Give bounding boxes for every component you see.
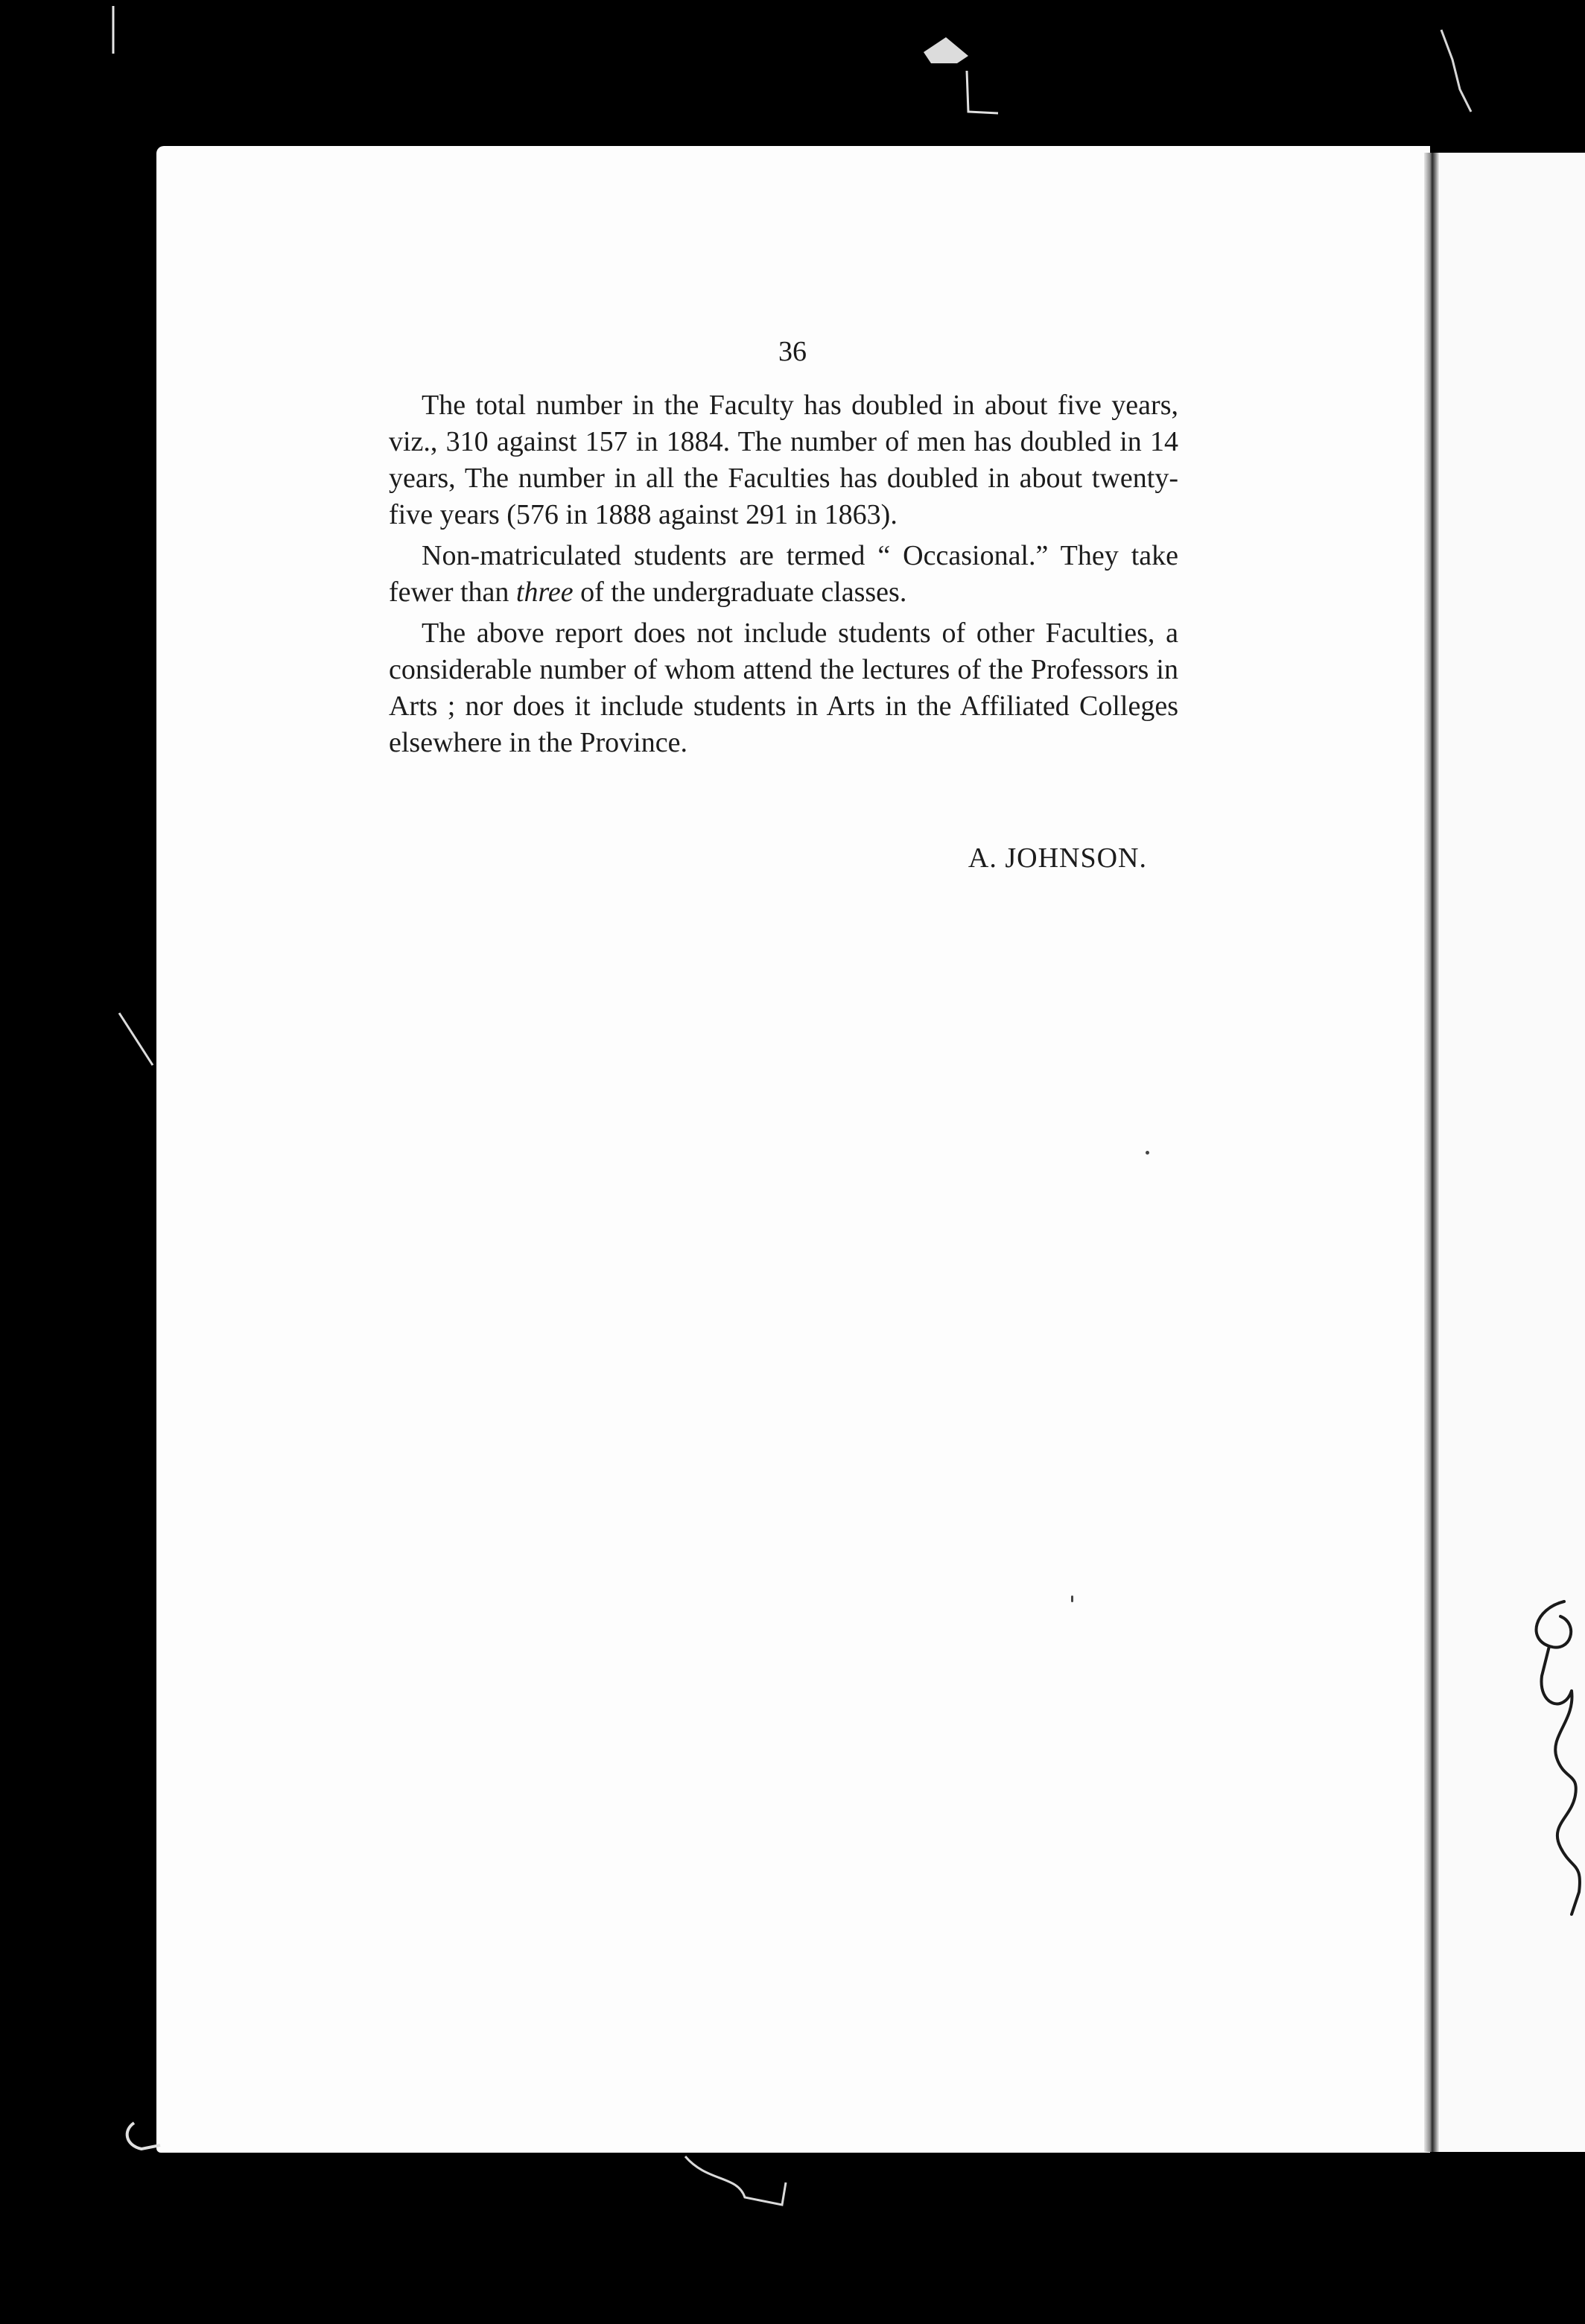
paragraph-occasional-students: Non-matriculated students are termed “ Occasional.” They take fewer than three of the undergraduate classes. bbox=[389, 540, 1178, 608]
handwritten-signature bbox=[1519, 1594, 1585, 1922]
page-number: 36 bbox=[778, 336, 807, 367]
emphasis-three: three bbox=[515, 577, 574, 608]
report-body bbox=[389, 387, 1178, 766]
author-signature: A. JOHNSON. bbox=[968, 842, 1147, 874]
page-gutter bbox=[1424, 153, 1439, 2152]
paragraph-report-scope: The above report does not include students of other Faculties, a considerable number of whom attend the lectures of the Professors in Arts ; nor does it include students in Arts in the Affiliated Colleges elsewhere in the Province. bbox=[389, 617, 1178, 758]
paragraph-faculty-growth: The total number in the Faculty has doubled in about five years, viz., 310 against 157 in 1884. The number of men has doubled in 14 years, The number in all the Faculties has doubled in about twenty-five years (576 in 1888 against 291 in 1863). bbox=[389, 390, 1178, 530]
